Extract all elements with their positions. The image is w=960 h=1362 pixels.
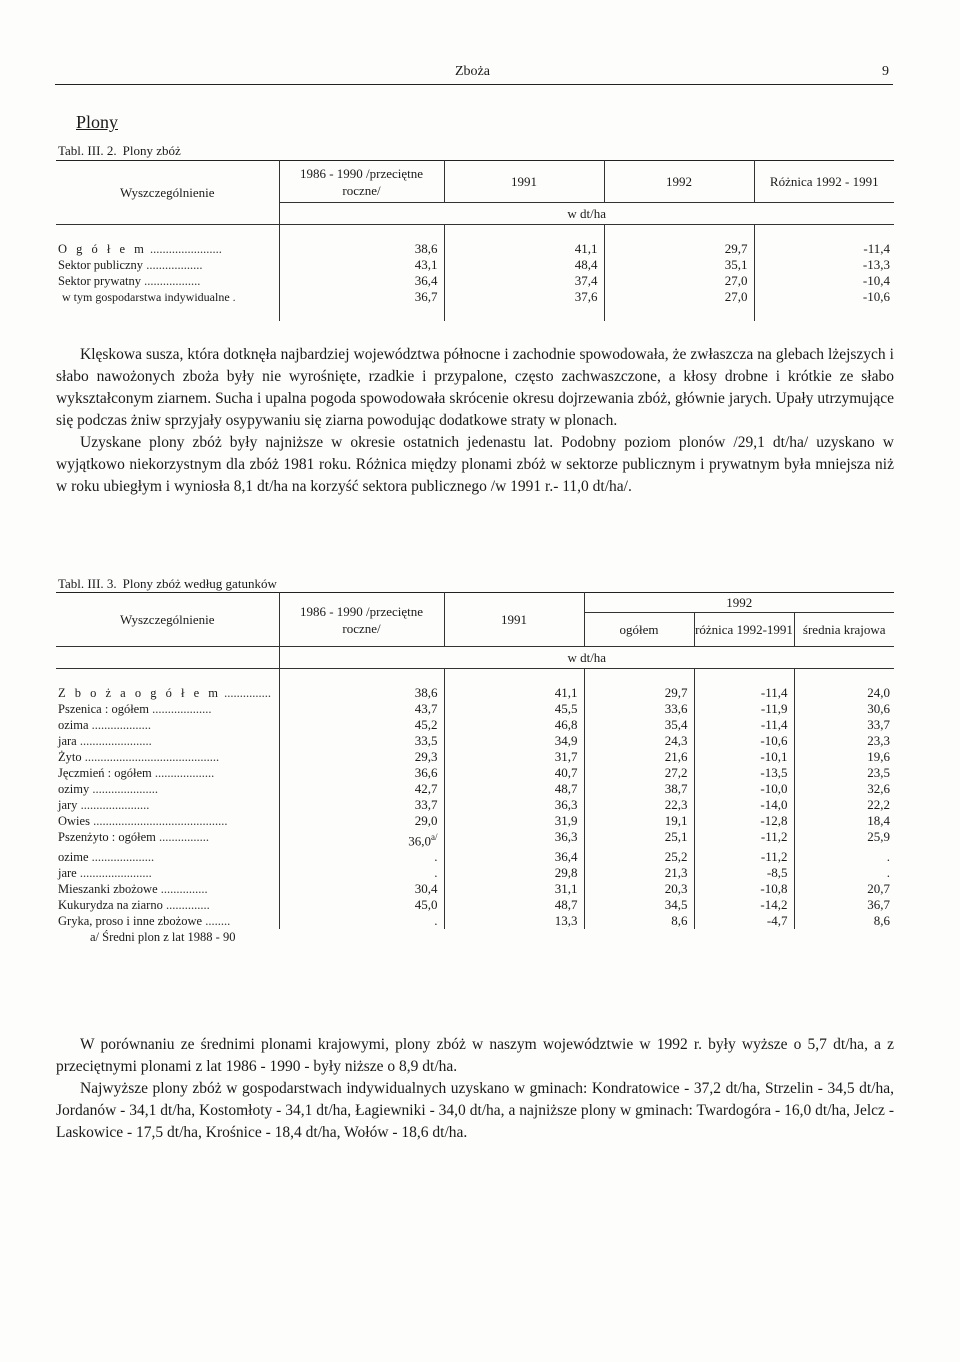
table-cell: 40,7 bbox=[444, 765, 584, 781]
row-label: Pszenica : ogółem bbox=[58, 702, 149, 716]
footnote-row bbox=[56, 929, 894, 945]
row-label: Pszenżyto : ogółem bbox=[58, 830, 156, 844]
row-label: ozime bbox=[58, 850, 89, 865]
table2-caption bbox=[58, 576, 277, 592]
row-label: Żyto bbox=[58, 750, 82, 764]
table-cell: 25,1 bbox=[584, 829, 694, 849]
table-cell-value: 36,0 bbox=[408, 833, 431, 849]
table-cell: 22,2 bbox=[794, 797, 894, 813]
paragraph: W porównaniu ze średnimi plonami krajowymi, plony zbóż w naszym województwie w 1992 r. były wyższe o 5,7 dt/ha, a z przeciętnymi plonami z lat 1986 - 1990 - były niższe o 8,9 dt/ha. bbox=[56, 1036, 894, 1075]
table-cell: 41,1 bbox=[444, 241, 604, 257]
table-cell: 13,3 bbox=[444, 913, 584, 929]
page-number: 9 bbox=[882, 64, 889, 79]
table-cell: 38,6 bbox=[279, 685, 444, 701]
table-cell: 45,5 bbox=[444, 701, 584, 717]
table-cell: 48,7 bbox=[444, 781, 584, 797]
table-cell: 19,1 bbox=[584, 813, 694, 829]
table1-caption bbox=[58, 143, 181, 159]
table1-head-stub: Wyszczególnienie bbox=[56, 161, 279, 225]
row-label: Sektor publiczny bbox=[58, 258, 144, 272]
table2-title: Plony zbóż według gatunków bbox=[122, 576, 277, 591]
table-cell: 48,4 bbox=[444, 257, 604, 273]
row-label: jary bbox=[58, 798, 78, 812]
table-cell: 20,7 bbox=[794, 881, 894, 897]
running-header bbox=[55, 62, 893, 85]
row-label: ozimy bbox=[58, 782, 90, 796]
table-cell: 43,7 bbox=[279, 701, 444, 717]
table-row: Jęczmień : ogółem ................... 36,6 40,7 27,2 -13,5 23,5 bbox=[56, 765, 894, 781]
table-cell: 21,6 bbox=[584, 749, 694, 765]
paragraph: Najwyższe plony zbóż w gospodarstwach indywidualnych uzyskano w gminach: Kondratowice - 37,2 dt/ha, Strzelin - 34,5 dt/ha, Jordanów - 34,1 dt/ha, Kostomłoty - 34,1 dt/ha, Łagiewniki - 34,0 dt/ha, a najniższe plony w gminach: Twardogóra - 16,0 dt/ha, Jelcz - Laskowice - 17,5 dt/ha, Krośnice - 18,4 dt/ha, Wołów - 18,6 dt/ha. bbox=[56, 1080, 894, 1141]
table2 bbox=[56, 592, 894, 945]
row-label: Z b o ż a o g ó ł e m bbox=[58, 686, 221, 700]
row-label: Owies bbox=[58, 814, 90, 828]
table2-head-unit: w dt/ha bbox=[279, 647, 894, 669]
table-cell: -13,5 bbox=[694, 765, 794, 781]
table2-head-c3: ogółem bbox=[584, 613, 694, 647]
table-cell: 42,7 bbox=[279, 781, 444, 797]
table-cell: -4,7 bbox=[694, 913, 794, 929]
table-cell: -13,3 bbox=[754, 257, 894, 273]
table-cell: 37,6 bbox=[444, 289, 604, 305]
table1-head-c4: Różnica 1992 - 1991 bbox=[754, 161, 894, 203]
table2-head-c5: średnia krajowa bbox=[794, 613, 894, 647]
row-label: w tym gospodarstwa indywidualne bbox=[62, 290, 230, 304]
table-cell: 30,4 bbox=[279, 881, 444, 897]
table-cell: -11,4 bbox=[754, 241, 894, 257]
table-cell: -11,2 bbox=[694, 829, 794, 849]
table-cell: 8,6 bbox=[794, 913, 894, 929]
table-cell: 36,3 bbox=[444, 797, 584, 813]
table-cell: 36,4 bbox=[444, 849, 584, 865]
table-cell: 33,7 bbox=[794, 717, 894, 733]
table-cell: 41,1 bbox=[444, 685, 584, 701]
table-cell: -14,2 bbox=[694, 897, 794, 913]
table-cell: 36,7 bbox=[279, 289, 444, 305]
table-cell: 32,6 bbox=[794, 781, 894, 797]
table-cell: 24,0 bbox=[794, 685, 894, 701]
table-cell bbox=[279, 829, 444, 849]
table2-head-c4: różnica 1992-1991 bbox=[694, 613, 794, 647]
table-row: ozimy ..................... 42,7 48,7 38,7 -10,0 32,6 bbox=[56, 781, 894, 797]
table-cell: 48,7 bbox=[444, 897, 584, 913]
table-cell: 25,9 bbox=[794, 829, 894, 849]
table-cell: 24,3 bbox=[584, 733, 694, 749]
table-cell: -10,6 bbox=[694, 733, 794, 749]
table-cell: 19,6 bbox=[794, 749, 894, 765]
table-cell: 46,8 bbox=[444, 717, 584, 733]
footnote: a/ Średni plon z lat 1988 - 90 bbox=[90, 930, 236, 945]
table1-number: Tabl. III. 2. bbox=[58, 143, 117, 158]
row-label: Kukurydza na ziarno bbox=[58, 898, 163, 913]
table1-title: Plony zbóż bbox=[122, 143, 181, 158]
table-cell: -10,1 bbox=[694, 749, 794, 765]
row-label: jare bbox=[58, 866, 77, 881]
table-cell: 36,6 bbox=[279, 765, 444, 781]
table-row: jara ....................... 33,5 34,9 24,3 -10,6 23,3 bbox=[56, 733, 894, 749]
table-cell: -10,8 bbox=[694, 881, 794, 897]
table-cell: 38,6 bbox=[279, 241, 444, 257]
table-row: Gryka, proso i inne zbożowe ........ . 13,3 8,6 -4,7 8,6 bbox=[56, 913, 894, 929]
table-cell: 30,6 bbox=[794, 701, 894, 717]
table-row: Z b o ż a o g ó ł e m ............... 38,6 41,1 29,7 -11,4 24,0 bbox=[56, 685, 894, 701]
table-row: Mieszanki zbożowe ............... 30,4 31,1 20,3 -10,8 20,7 bbox=[56, 881, 894, 897]
table-cell: 31,9 bbox=[444, 813, 584, 829]
table-cell: 25,2 bbox=[584, 849, 694, 865]
section-title: Plony bbox=[76, 112, 119, 132]
paragraph: Klęskowa susza, która dotknęła najbardziej województwa północne i zachodnie spowodowała, że zwłaszcza na glebach lżejszych i słabo nawożonych zboża były nie wyrośnięte, rzadkie i przypalone, często zachwaszczone, a kłosy drobne i krótkie ze słabo wykształconym ziarnem. Sucha i upalna pogoda spowodowała skrócenie okresu dojrzewania zbóż, głównie jarych. Upały utrzymujące się podczas żniw sprzyjały osypywaniu się ziarna powodując dodatkowe straty w plonach. bbox=[56, 346, 894, 429]
table-cell: 33,7 bbox=[279, 797, 444, 813]
table-cell: 27,0 bbox=[604, 289, 754, 305]
table-row: Owies ........................................... 29,0 31,9 19,1 -12,8 18,4 bbox=[56, 813, 894, 829]
table-cell: 29,7 bbox=[584, 685, 694, 701]
row-label: ozima bbox=[58, 718, 89, 732]
table1-head-c2: 1991 bbox=[444, 161, 604, 203]
table-cell: -10,6 bbox=[754, 289, 894, 305]
table-cell: 45,0 bbox=[279, 897, 444, 913]
paragraph: Uzyskane plony zbóż były najniższe w okresie ostatnich jedenastu lat. Podobny poziom plonów /29,1 dt/ha/ uzyskano w wyjątkowo niekorzystnym dla zbóż 1981 roku. Różnica między plonami zbóż w sektorze publicznym i prywatnym była mniejsza niż w roku ubiegłym i wyniosła 8,1 dt/ha na korzyść sektora publicznego /w 1991 r.- 11,0 dt/ha/. bbox=[56, 434, 894, 495]
text-block-1 bbox=[56, 344, 894, 498]
table-cell: 33,5 bbox=[279, 733, 444, 749]
table2-head-c2: 1991 bbox=[444, 593, 584, 647]
table1-head-c1: 1986 - 1990 /przeciętne roczne/ bbox=[279, 161, 444, 203]
table-cell: 36,4 bbox=[279, 273, 444, 289]
table-cell: 31,1 bbox=[444, 881, 584, 897]
table-row: O g ó ł e m ....................... 38,6 41,1 29,7 -11,4 bbox=[56, 241, 894, 257]
table-cell: 8,6 bbox=[584, 913, 694, 929]
table-row: w tym gospodarstwa indywidualne . 36,7 37,6 27,0 -10,6 bbox=[56, 289, 894, 305]
table1-head-c3: 1992 bbox=[604, 161, 754, 203]
table-cell: 38,7 bbox=[584, 781, 694, 797]
table-cell: 43,1 bbox=[279, 257, 444, 273]
footnote-mark: a/ bbox=[431, 832, 438, 842]
table-cell: 36,7 bbox=[794, 897, 894, 913]
table-row: Pszenżyto : ogółem ................ $36,0^{a/}$ 36,3 25,1 -11,2 25,9 bbox=[56, 829, 894, 849]
table-cell: -11,2 bbox=[694, 849, 794, 865]
row-label: jara bbox=[58, 734, 77, 748]
row-label: O g ó ł e m bbox=[58, 242, 147, 256]
table-row: Sektor prywatny .................. 36,4 37,4 27,0 -10,4 bbox=[56, 273, 894, 289]
table-cell: 31,7 bbox=[444, 749, 584, 765]
table-cell: -8,5 bbox=[694, 865, 794, 881]
table-cell: 29,8 bbox=[444, 865, 584, 881]
table-cell: 23,5 bbox=[794, 765, 894, 781]
table-row: jary ...................... 33,7 36,3 22,3 -14,0 22,2 bbox=[56, 797, 894, 813]
table-cell: 18,4 bbox=[794, 813, 894, 829]
table2-head-c1: 1986 - 1990 /przeciętne roczne/ bbox=[279, 593, 444, 647]
table-cell: -14,0 bbox=[694, 797, 794, 813]
table-cell: -11,4 bbox=[694, 685, 794, 701]
table2-head-stub: Wyszczególnienie bbox=[56, 593, 279, 647]
table-row: ozime .................... . 36,4 25,2 -11,2 . bbox=[56, 849, 894, 865]
table-cell: -12,8 bbox=[694, 813, 794, 829]
table-cell: 35,4 bbox=[584, 717, 694, 733]
table-row: Kukurydza na ziarno .............. 45,0 48,7 34,5 -14,2 36,7 bbox=[56, 897, 894, 913]
table-cell: 33,6 bbox=[584, 701, 694, 717]
table-cell: 37,4 bbox=[444, 273, 604, 289]
table-cell: 27,2 bbox=[584, 765, 694, 781]
table-row: Sektor publiczny .................. 43,1 48,4 35,1 -13,3 bbox=[56, 257, 894, 273]
table-row: Żyto ........................................... 29,3 31,7 21,6 -10,1 19,6 bbox=[56, 749, 894, 765]
table-cell: 21,3 bbox=[584, 865, 694, 881]
table-cell: -11,9 bbox=[694, 701, 794, 717]
table-cell: -10,0 bbox=[694, 781, 794, 797]
table-cell: 29,3 bbox=[279, 749, 444, 765]
row-label: Jęczmień : ogółem bbox=[58, 766, 152, 780]
table1 bbox=[56, 160, 894, 321]
table-row: ozima ................... 45,2 46,8 35,4 -11,4 33,7 bbox=[56, 717, 894, 733]
table2-head-group: 1992 bbox=[584, 593, 894, 613]
table-row: jare ....................... . 29,8 21,3 -8,5 . bbox=[56, 865, 894, 881]
running-header-title: Zboża bbox=[455, 64, 490, 79]
table-cell: 22,3 bbox=[584, 797, 694, 813]
table-cell: 36,3 bbox=[444, 829, 584, 849]
row-label: Sektor prywatny bbox=[58, 274, 141, 288]
table-cell: 23,3 bbox=[794, 733, 894, 749]
row-label: Mieszanki zbożowe bbox=[58, 882, 158, 897]
table-cell: -11,4 bbox=[694, 717, 794, 733]
table-cell: 34,5 bbox=[584, 897, 694, 913]
table-cell: -10,4 bbox=[754, 273, 894, 289]
table-cell: 34,9 bbox=[444, 733, 584, 749]
row-label: Gryka, proso i inne zbożowe bbox=[58, 914, 203, 929]
table-cell: 35,1 bbox=[604, 257, 754, 273]
table-cell: 20,3 bbox=[584, 881, 694, 897]
table-cell: 27,0 bbox=[604, 273, 754, 289]
table-cell: . bbox=[279, 865, 444, 881]
table-cell: 45,2 bbox=[279, 717, 444, 733]
table2-number: Tabl. III. 3. bbox=[58, 576, 117, 591]
table-cell: . bbox=[279, 913, 444, 929]
table-cell: . bbox=[794, 849, 894, 865]
table-cell: . bbox=[794, 865, 894, 881]
table-cell: 29,7 bbox=[604, 241, 754, 257]
table-cell: . bbox=[279, 849, 444, 865]
text-block-2 bbox=[56, 1034, 894, 1144]
table-cell: 29,0 bbox=[279, 813, 444, 829]
table1-head-unit: w dt/ha bbox=[279, 203, 894, 225]
table-row: Pszenica : ogółem ................... 43,7 45,5 33,6 -11,9 30,6 bbox=[56, 701, 894, 717]
